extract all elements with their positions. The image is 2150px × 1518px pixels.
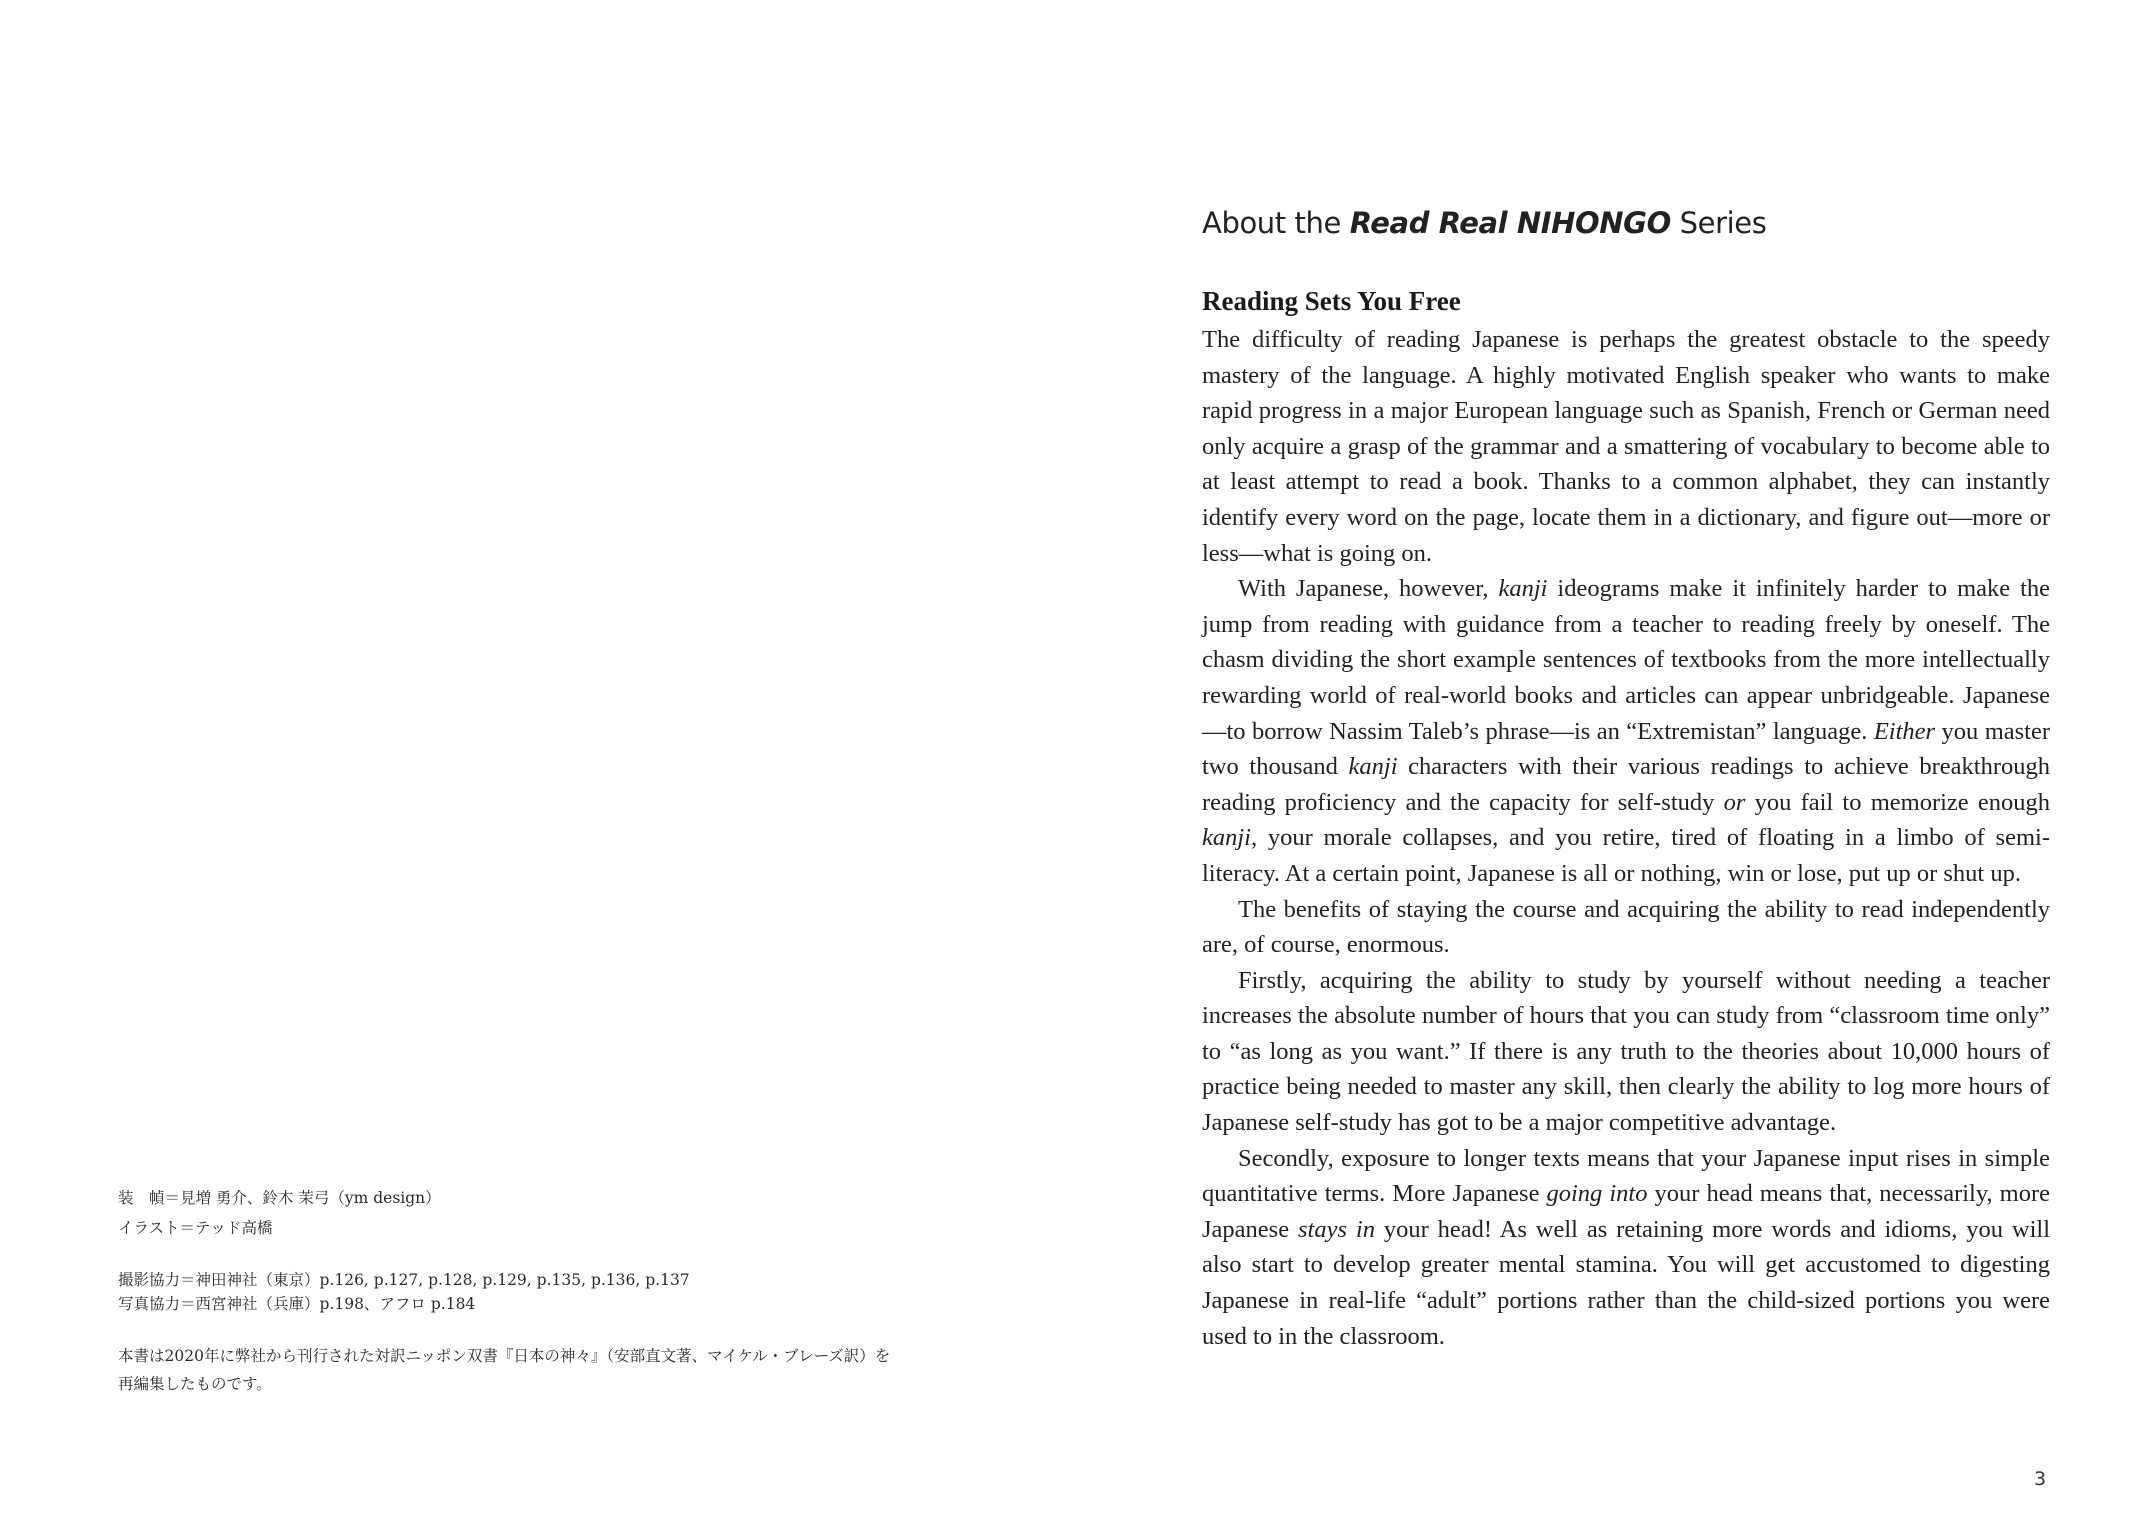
reedition-note — [118, 1346, 891, 1394]
paragraph-4: Firstly, acquiring the ability to study by yourself without needing a teacher increases the absolute number of hours that you can study from “classroom time only” to “as long as you want.” If there is any truth to the theories about 10,000 hours of practice being needed to master any skill, then clearly the ability to log more hours of Japanese self-study has got to be a major competitive advantage. — [1202, 966, 2050, 1137]
p2-text-3: you master two thousand — [1202, 717, 2050, 781]
design-credit-line: 装 幀＝見増 勇介、鈴木 茉弓（ym design） — [118, 1189, 441, 1207]
credits-block — [118, 1188, 891, 1394]
p2-italic-2: Either — [1873, 717, 1936, 745]
p2-text-5: you fail to memorize enough — [1745, 788, 2050, 816]
p2-italic-4: or — [1723, 788, 1746, 816]
p5-italic-2: stays in — [1297, 1215, 1375, 1243]
p5-text-2: your head means that, necessarily, more Japanese — [1202, 1180, 2051, 1243]
p2-italic-3: kanji — [1348, 753, 1398, 781]
paragraph-5 — [1202, 1141, 2050, 1355]
photo-cooperation-line: 撮影協力＝神田神社（東京）p.126, p.127, p.128, p.129, p.135, p.136, p.137 — [118, 1271, 690, 1289]
right-page — [1202, 200, 2050, 1354]
paragraph-1: The difficulty of reading Japanese is perhaps the greatest obstacle to the speedy mastery of the language. A highly motivated English speaker who wants to make rapid progress in a major European language such as Spanish, French or German need only acquire a grasp of the grammar and a smattering of vocabulary to become able to at least attempt to read a book. Thanks to a common alphabet, they can instantly identify every word on the page, locate them in a dictionary, and figure out—more or less—what is going on. — [1202, 326, 2050, 567]
p5-text-3: your head! As well as retaining more words and idioms, you will also start to develop greater mental stamina. You will get accustomed to digesting Japanese in real-life “adult” portions rather than the child-sized portions you were used to in the classroom. — [1202, 1215, 2050, 1350]
paragraph-2 — [1202, 571, 2050, 891]
title-series-name: Read Real NIHONGO — [1349, 206, 1671, 240]
p2-italic-1: kanji — [1498, 575, 1548, 603]
title-suffix: Series — [1670, 206, 1767, 240]
illustration-credit-line: イラスト＝テッド高橋 — [118, 1219, 273, 1237]
page-title — [1202, 200, 2050, 246]
design-credits — [118, 1188, 878, 1238]
photo-provider-line: 写真協力＝西宮神社（兵庫）p.198、アフロ p.184 — [118, 1295, 476, 1313]
reedition-note-line-1: 本書は2020年に弊社から刊行された対訳ニッポン双書『日本の神々』（安部直文著、マイケル・ブレーズ訳）を — [118, 1347, 891, 1365]
p2-text-6: , your morale collapses, and you retire, tired of floating in a limbo of semi-literacy. At a certain point, Japanese is all or nothing, win or lose, put up or shut up. — [1202, 824, 2050, 887]
p2-italic-5: kanji — [1202, 824, 1251, 852]
body-text — [1202, 322, 2050, 1354]
photo-credits — [118, 1270, 878, 1314]
section-heading: Reading Sets You Free — [1202, 286, 1461, 316]
p2-text-2: ideograms make it infinitely harder to make the jump from reading with guidance from a teacher to reading freely by oneself. The chasm dividing the short example sentences of textbooks from the more intellectually rewarding world of real-world books and articles can appear unbridgeable. Japanese—to borrow Nassim Taleb’s phrase—is an “Extremistan” language. — [1202, 575, 2050, 745]
title-prefix: About the — [1202, 206, 1350, 240]
p2-text-1: With Japanese, however, — [1238, 575, 1499, 603]
p2-text-4: characters with their various readings to achieve breakthrough reading proficiency and the capacity for self-study — [1202, 753, 2051, 816]
page-number: 3 — [2034, 1468, 2047, 1490]
paragraph-3: The benefits of staying the course and acquiring the ability to read independently are, of course, enormous. — [1202, 895, 2050, 959]
reedition-note-line-2: 再編集したものです。 — [118, 1375, 272, 1393]
p5-italic-1: going into — [1546, 1180, 1648, 1208]
p5-text-1: Secondly, exposure to longer texts means that your Japanese input rises in simple quantitative terms. More Japanese — [1202, 1144, 2050, 1208]
